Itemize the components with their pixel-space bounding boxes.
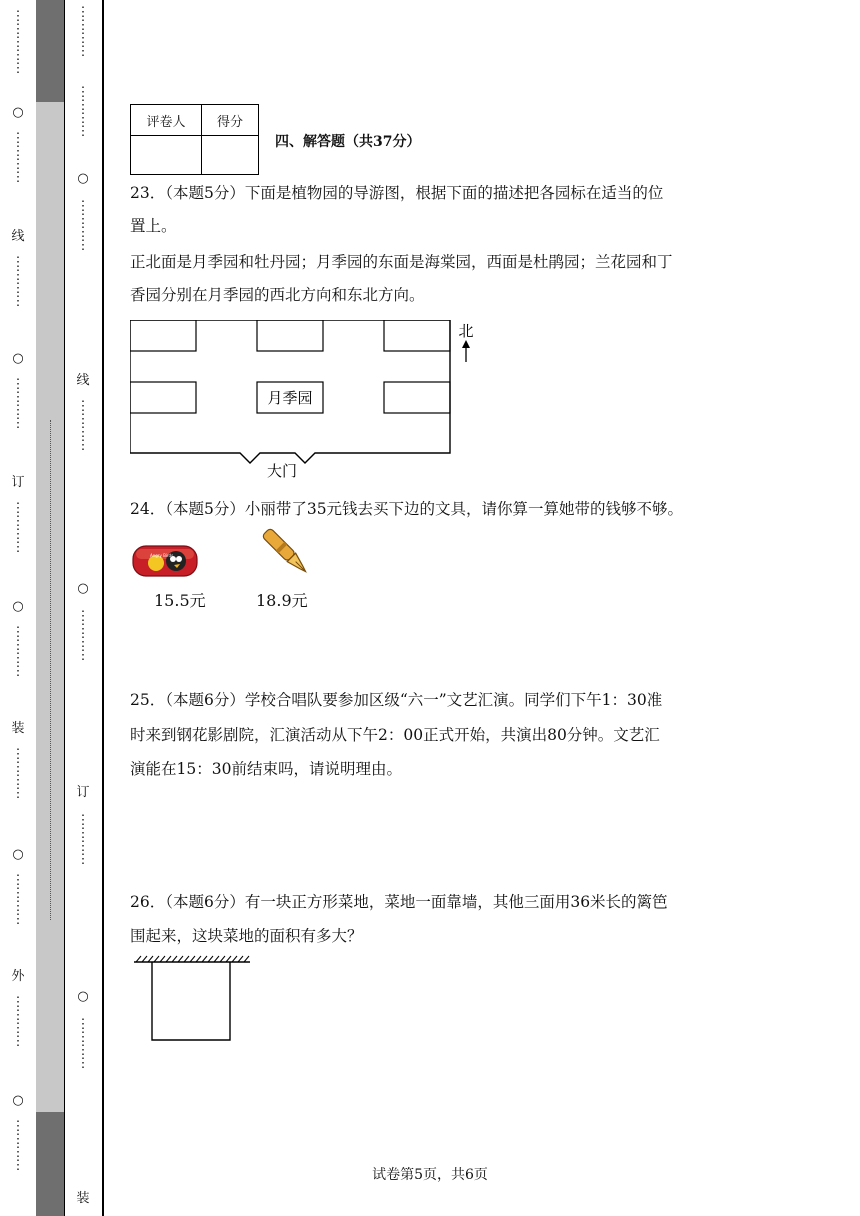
pencil-case-brand: Angry Birds [150,553,174,558]
score-table-header-grader: 评卷人 [131,105,202,136]
dots: ⋮ ⋮ ⋮ ⋮ [11,377,25,431]
center-plot-label: 月季园 [267,389,313,407]
garden-map [130,320,490,480]
question-24: 24．（本题5分）小丽带了35元钱去买下边的文具，请你算一算她带的钱够不够。 [130,500,684,518]
line-mark: 线 [76,373,90,388]
score-table-header-score: 得分 [202,105,259,136]
dots: ⋮ ⋮ ⋮ ⋮ [11,255,25,309]
question-23-line-2: 置上。 [130,217,177,235]
score-table [130,104,259,175]
pencil-case-image [130,540,202,584]
gray-block-top [36,0,64,102]
dots: ⋮ ⋮ ⋮ ⋮ [76,813,90,867]
stationery-items [130,528,350,610]
dots: ⋮ ⋮ ⋮ ⋮ [11,131,25,185]
circle-mark: ○ [12,847,24,862]
circle-mark: ○ [77,581,89,596]
question-25-line-1: 25．（本题6分）学校合唱队要参加区级“六一”文艺汇演。同学们下午1：30准 [130,691,663,709]
wall-hatching [136,956,249,962]
plot-east [384,382,450,413]
dots: ⋮ ⋮ ⋮ ⋮ [11,1119,25,1173]
plot-northeast [384,320,450,351]
dotted-guide [50,420,52,920]
binding-strip-right [64,0,104,1216]
dots: ⋮ ⋮ ⋮ ⋮ [76,609,90,663]
north-arrowhead-icon [462,340,470,348]
question-23-line-3: 正北面是月季园和牡丹园；月季园的东面是海棠园，西面是杜鹃园；兰花园和丁 [130,253,673,271]
dots: ⋮ ⋮ ⋮ ⋮ [11,747,25,801]
pencil-case-price: 15.5元 [154,591,206,610]
plot-north [257,320,323,351]
page-footer: 试卷第5页，共6页 [372,1167,488,1183]
dots: ⋮ ⋮ ⋮ ⋮ [76,1017,90,1071]
plot-west [130,382,196,413]
dots: ⋮ ⋮ ⋮ ⋮ [11,625,25,679]
dots: ⋮ ⋮ ⋮ ⋮ [76,399,90,453]
dots: ⋮ ⋮ ⋮ ⋮ [11,501,25,555]
question-26-line-2: 围起来，这块菜地的面积有多大？ [130,927,363,945]
wai-mark: 外 [11,969,25,984]
circle-mark: ○ [12,599,24,614]
zhuang-mark: 装 [76,1191,90,1206]
ding-mark: 订 [76,785,90,800]
question-26-line-1: 26．（本题6分）有一块正方形菜地，菜地一面靠墙，其他三面用36米长的篱笆 [130,893,668,911]
score-table-cell-score [202,136,259,175]
circle-mark: ○ [12,1093,24,1108]
plot-northwest [130,320,196,351]
zhuang-mark: 装 [11,721,25,736]
dots: ⋮ ⋮ ⋮ ⋮ [76,5,90,59]
dots: ⋮ ⋮ ⋮ ⋮ [76,199,90,253]
circle-mark: ○ [12,351,24,366]
dots: ⋮ ⋮ ⋮ ⋮ [11,995,25,1049]
circle-mark: ○ [77,989,89,1004]
dots: ⋮ ⋮ ⋮ ⋮ [76,85,90,139]
score-table-cell-grader [131,136,202,175]
circle-mark: ○ [77,171,89,186]
fountain-pen-price: 18.9元 [256,591,308,610]
binding-strip-left [0,0,37,1216]
dots: ⋮ ⋮ ⋮ ⋮ ⋮ [11,9,25,76]
ding-mark: 订 [11,475,25,490]
dots: ⋮ ⋮ ⋮ ⋮ [11,873,25,927]
square-plot [152,962,230,1040]
question-23-line-4: 香园分别在月季园的西北方向和东北方向。 [130,286,425,304]
question-25-line-2: 时来到钢花影剧院，汇演活动从下午2：00正式开始，共演出80分钟。文艺汇 [130,726,660,744]
fountain-pen-image [260,528,320,584]
north-label: 北 [458,322,474,340]
gate-label: 大门 [266,462,298,480]
binding-strip-gray [36,0,65,1216]
circle-mark: ○ [12,105,24,120]
question-25-line-3: 演能在15：30前结束吗，请说明理由。 [130,760,402,778]
vegetable-plot-figure [130,954,254,1044]
question-23-line-1: 23．（本题5分）下面是植物园的导游图，根据下面的描述把各园标在适当的位 [130,184,664,202]
line-mark: 线 [11,229,25,244]
section-title: 四、解答题（共37分） [275,134,421,150]
